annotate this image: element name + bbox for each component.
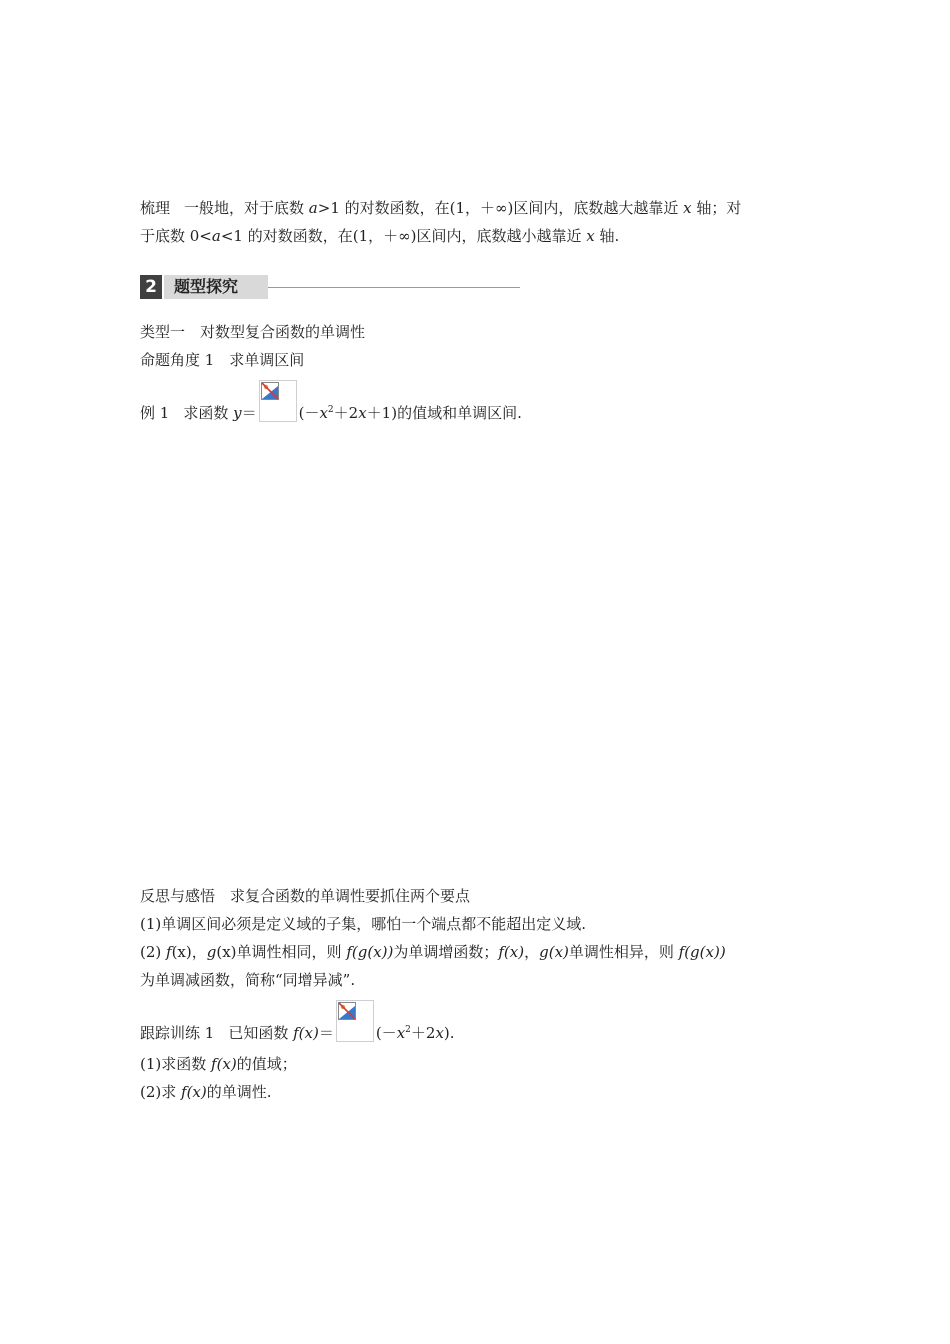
exercise-question-2: (2)求 f(x)的单调性. [140,1083,272,1101]
summary-line-1: 梳理 一般地，对于底数 a>1 的对数函数，在(1，＋∞)区间内，底数越大越靠近 x 轴；对 [140,199,742,217]
example-label: 例 1 [140,404,170,422]
broken-image-icon [259,380,297,422]
section-divider [268,287,520,288]
angle-heading: 命题角度 1 求单调区间 [140,351,305,369]
example-1: 例 1 求函数 y＝ $(-x^2+2x+1)$的值域和单调区间. [140,380,522,435]
exercise-label: 跟踪训练 1 [140,1024,215,1042]
exercise-question-1: (1)求函数 f(x)的值域； [140,1055,297,1073]
section-title: 题型探究 [164,275,268,299]
section-header [140,275,520,299]
section-number: 2 [140,275,162,299]
type-heading: 类型一 对数型复合函数的单调性 [140,323,366,341]
reflection-point-2-cont: 为单调减函数，简称“同增异减”. [140,971,356,989]
broken-image-icon [336,1000,374,1042]
exercise-1: 跟踪训练 1 已知函数 f(x)＝ $(-x^2+2x)$. [140,1000,455,1055]
summary-line-2: 于底数 0<a<1 的对数函数，在(1，＋∞)区间内，底数越小越靠近 x 轴. [140,227,620,245]
reflection-point-1: (1)单调区间必须是定义域的子集，哪怕一个端点都不能超出定义域. [140,915,587,933]
reflection-point-2: (2) f(x)，g(x)单调性相同，则 f(g(x))为单调增函数；f(x)，g(x)单调性相异，则 f(g(x)) [140,943,726,961]
reflection-title: 反思与感悟 求复合函数的单调性要抓住两个要点 [140,887,471,905]
summary-label: 梳理 [140,199,171,217]
